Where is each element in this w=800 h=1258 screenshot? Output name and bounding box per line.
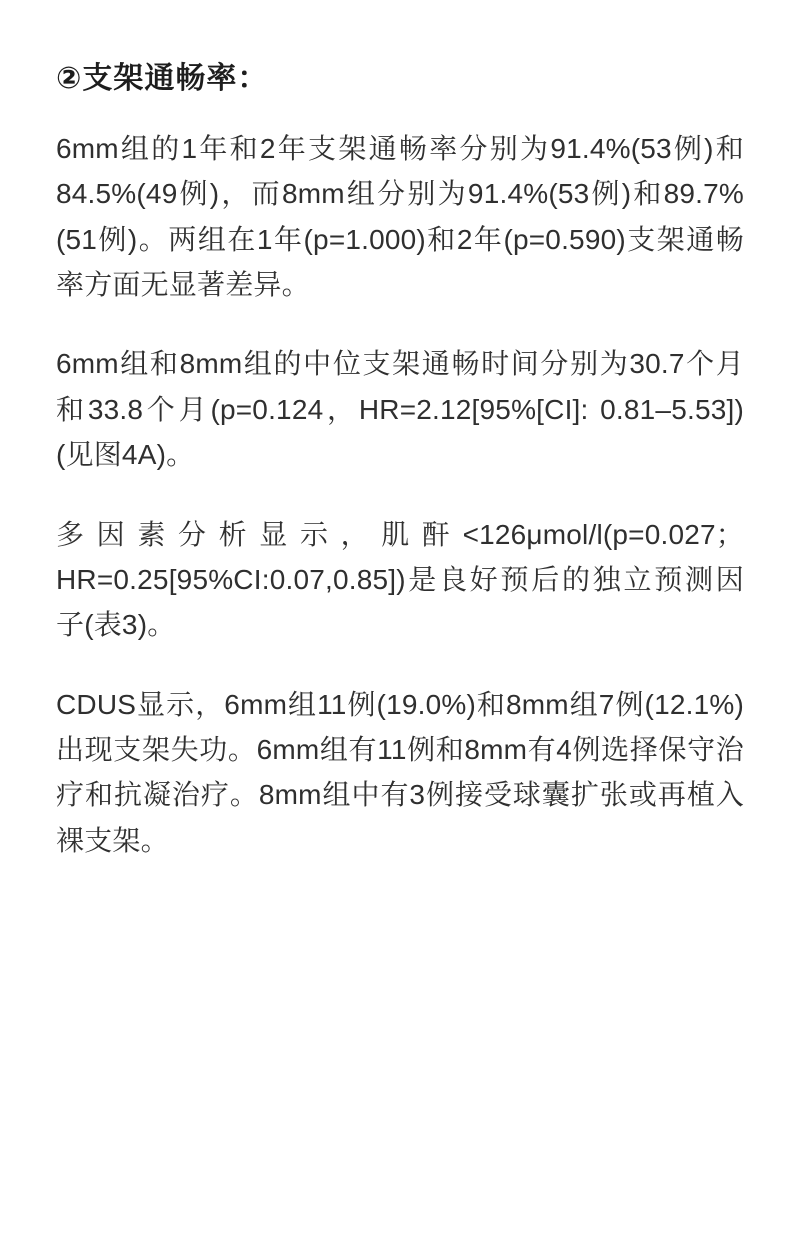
- section-heading: ②支架通畅率：: [56, 62, 269, 95]
- paragraph-cdus-findings: CDUS显示，6mm组11例(19.0%)和8mm组7例(12.1%)出现支架失功。6mm组有11例和8mm有4例选择保守治疗和抗凝治疗。8mm组中有3例接受球囊扩张或再植入裸支架。: [56, 688, 744, 856]
- paragraph-stent-patency-rates: 6mm组的1年和2年支架通畅率分别为91.4%(53例)和84.5%(49例)，而8mm组分别为91.4%(53例)和89.7%(51例)。两组在1年(p=1.000)和2年(p=0.590)支架通畅率方面无显著差异。: [56, 133, 744, 301]
- paragraph-multivariate-analysis: 多因素分析显示，肌酐<126μmol/l(p=0.027；HR=0.25[95%CI:0.07,0.85])是良好预后的独立预测因子(表3)。: [56, 518, 744, 641]
- paragraph-median-patency-time: 6mm组和8mm组的中位支架通畅时间分别为30.7个月和33.8个月(p=0.124，HR=2.12[95%[CI]: 0.81–5.53])(见图4A)。: [56, 348, 744, 471]
